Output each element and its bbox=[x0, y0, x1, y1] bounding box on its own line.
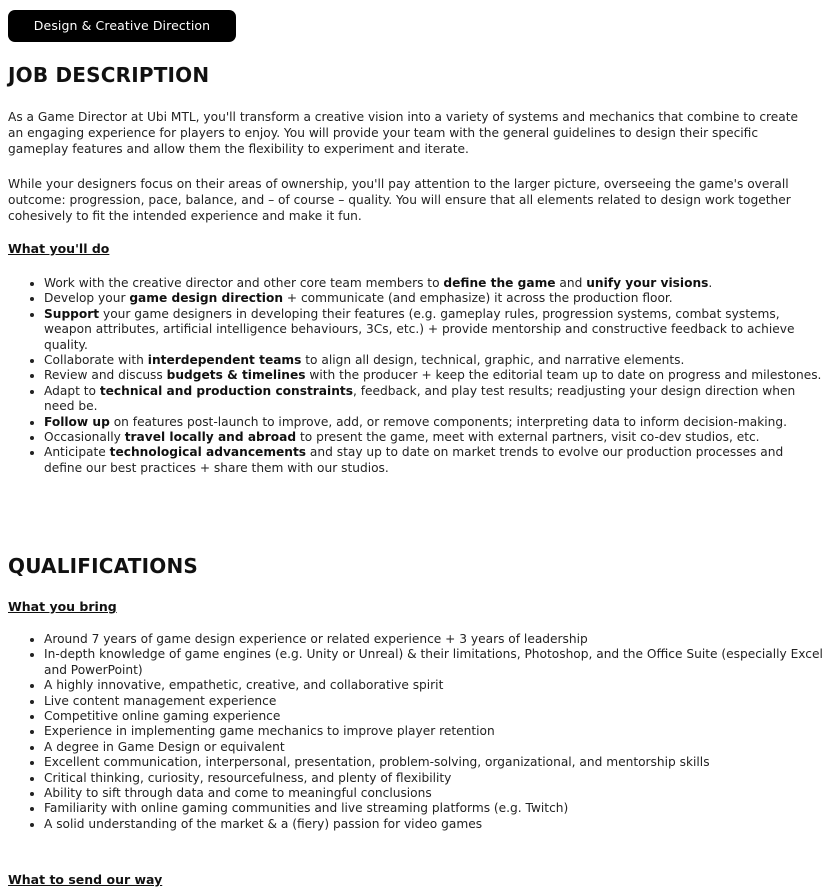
item-text: on features post-launch to improve, add, or remove components; interpreting data to inform decision-making. bbox=[109, 414, 788, 429]
responsibility-item bbox=[44, 384, 824, 415]
item-text: Review and discuss bbox=[44, 368, 167, 383]
responsibility-item bbox=[44, 415, 824, 430]
qualification-item: • In-depth knowledge of game engines (e.g. Unity or Unreal) & their limitations, Photoshop, and the Office Suite (especially Excel and PowerPoint) bbox=[44, 647, 824, 678]
item-text: , feedback, and play test results; readjusting your design direction when need be. bbox=[44, 383, 796, 414]
qualification-item: • Live content management experience bbox=[44, 694, 824, 709]
responsibility-item bbox=[44, 291, 824, 306]
category-tag[interactable]: Design & Creative Direction bbox=[8, 10, 236, 42]
responsibility-item bbox=[44, 276, 824, 291]
qualifications-title: QUALIFICATIONS bbox=[8, 554, 199, 578]
what-you-bring-heading: What you bring bbox=[8, 599, 117, 614]
responsibility-item bbox=[44, 445, 824, 476]
intro-paragraph: As a Game Director at Ubi MTL, you'll transform a creative vision into a variety of systems and mechanics that combine to create an engaging experience for players to enjoy. You will provide your team with the general guidelines to design their specific gameplay features and allow them the flexibility to experiment and iterate. bbox=[8, 110, 799, 156]
item-text: Collaborate with bbox=[44, 353, 148, 368]
qualification-item: • A degree in Game Design or equivalent bbox=[44, 740, 824, 755]
item-text: . bbox=[708, 276, 713, 290]
item-text: to align all design, technical, graphic, and narrative elements. bbox=[301, 353, 685, 368]
emphasis-text: travel locally and abroad bbox=[124, 430, 297, 445]
what-youll-do-heading: What you'll do bbox=[8, 241, 110, 256]
qualification-item: • Competitive online gaming experience bbox=[44, 709, 824, 724]
job-description-title: JOB DESCRIPTION bbox=[8, 63, 210, 87]
item-text: Adapt to bbox=[44, 383, 100, 398]
qualifications-list bbox=[26, 632, 824, 832]
responsibility-item bbox=[44, 368, 824, 383]
emphasis-text: Follow up bbox=[44, 414, 110, 429]
item-text: Work with the creative director and other core team members to bbox=[44, 276, 444, 290]
qualification-item: • Familiarity with online gaming communities and live streaming platforms (e.g. Twitch) bbox=[44, 801, 824, 816]
item-text: Develop your bbox=[44, 291, 130, 306]
qualification-item: • Excellent communication, interpersonal, presentation, problem-solving, organizational, and mentorship skills bbox=[44, 755, 824, 770]
item-text: and stay up to date on market trends to evolve our production processes and define our best practices + share them with our studios. bbox=[44, 445, 784, 475]
emphasis-text: technical and production constraints bbox=[99, 383, 353, 398]
emphasis-text: unify your visions bbox=[586, 276, 709, 290]
item-text: + communicate (and emphasize) it across the production floor. bbox=[283, 291, 673, 306]
emphasis-text: budgets & timelines bbox=[166, 368, 306, 383]
item-text: your game designers in developing their features (e.g. gameplay rules, progression systems, combat systems, weapon attributes, artificial intelligence behaviours, 3Cs, etc.) + provide mentorship and constructive feedback to achieve quality. bbox=[44, 306, 795, 352]
item-text: and bbox=[555, 276, 587, 290]
emphasis-text: Support bbox=[44, 306, 100, 321]
qualification-item: • Around 7 years of game design experience or related experience + 3 years of leadership bbox=[44, 632, 824, 647]
item-text: to present the game, meet with external partners, visit co-dev studios, etc. bbox=[296, 430, 760, 445]
item-text: Occasionally bbox=[44, 430, 125, 445]
item-text: with the producer + keep the editorial team up to date on progress and milestones. bbox=[305, 368, 822, 383]
qualification-item: • Ability to sift through data and come to meaningful conclusions bbox=[44, 786, 824, 801]
responsibility-item bbox=[44, 430, 824, 445]
qualification-item: • A solid understanding of the market & a (fiery) passion for video games bbox=[44, 817, 824, 832]
qualification-item: • Experience in implementing game mechanics to improve player retention bbox=[44, 724, 824, 739]
qualification-item: • Critical thinking, curiosity, resourcefulness, and plenty of flexibility bbox=[44, 771, 824, 786]
overview-paragraph: While your designers focus on their areas of ownership, you'll pay attention to the larger picture, overseeing the game's overall outcome: progression, pace, balance, and – of course – quality. You will ensure that all elements related to design work together cohesively to fit the intended experience and make it fun. bbox=[8, 177, 791, 223]
qualification-item: • A highly innovative, empathetic, creative, and collaborative spirit bbox=[44, 678, 824, 693]
emphasis-text: define the game bbox=[443, 276, 556, 290]
emphasis-text: technological advancements bbox=[109, 445, 307, 460]
responsibilities-list bbox=[26, 276, 824, 476]
emphasis-text: game design direction bbox=[129, 291, 284, 306]
responsibility-item bbox=[44, 353, 824, 368]
emphasis-text: interdependent teams bbox=[147, 353, 302, 368]
item-text: Anticipate bbox=[44, 445, 110, 460]
what-to-send-heading: What to send our way bbox=[8, 872, 163, 887]
responsibility-item bbox=[44, 307, 824, 353]
